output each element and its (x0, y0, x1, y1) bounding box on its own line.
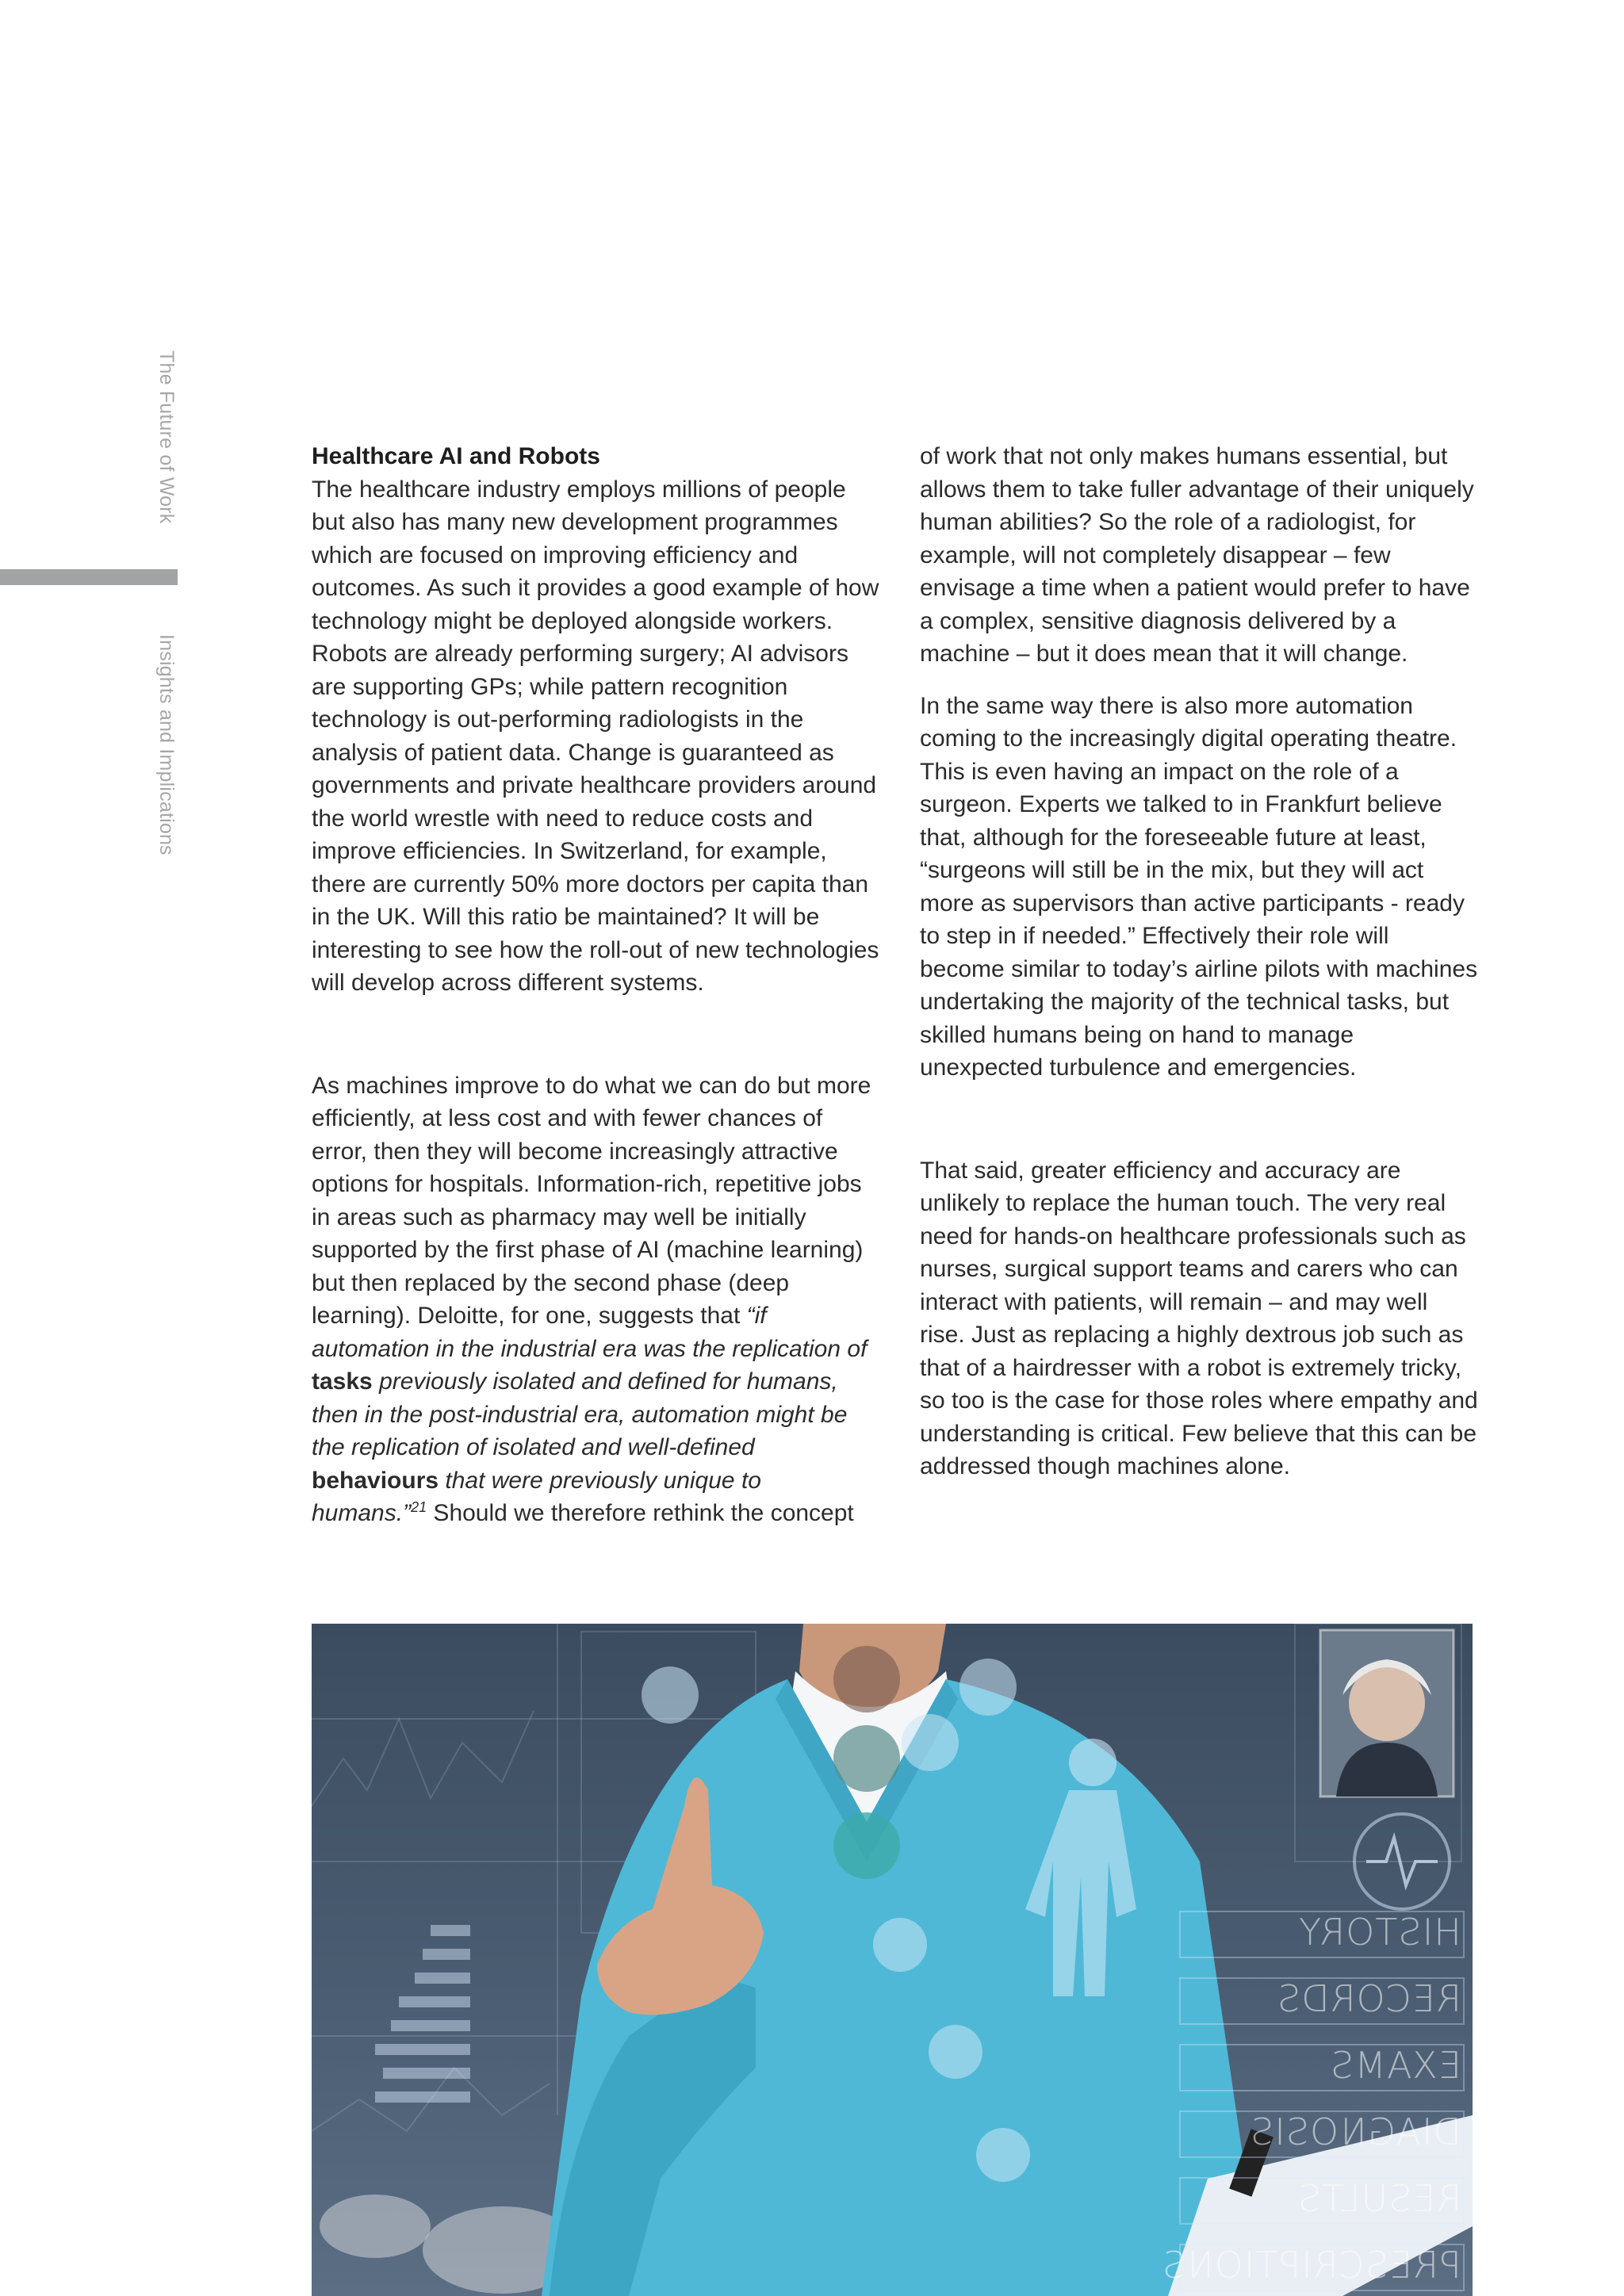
running-title: The Future of Work (155, 350, 178, 524)
paragraph-left-2-end: Should we therefore rethink the concept (427, 1500, 854, 1526)
menu-exams-label: EXAMS (1330, 2044, 1461, 2087)
quote-part-2: previously isolated and defined for humans, then in the post-industrial era, automation might be the replication of isolated and well-defined (312, 1368, 848, 1460)
quote-emphasis-behaviours: behaviours (312, 1467, 439, 1494)
section-title: Insights and Implications (155, 634, 178, 855)
paragraph-right-2: In the same way there is also more automation coming to the increasingly digital operating theatre. This is even having an impact on the role of a surgeon. Experts we talked to in Frankfurt believe that, although for the foreseeable future at least, “surgeons will still be in the mix, but they will act more as supervisors than active participants - ready to step in if needed.” Effectively their role will become similar to today’s airline pilots with machines undertaking the majority of the technical tasks, but skilled humans being on hand to manage unexpected turbulence and emergencies. (920, 692, 1478, 1081)
paragraph-left-2 (312, 1070, 883, 1530)
quote-part-3: that were previously unique to humans.” (312, 1467, 761, 1526)
footnote-ref: 21 (411, 1499, 427, 1515)
paragraph-right-1: of work that not only makes humans essential, but allows them to take fuller advantage of their uniquely human abilities? So the role of a radiologist, for example, will not completely disappear – few envisage a time when a patient would prefer to have a complex, sensitive diagnosis delivered by a machine – but it does mean that it will change. (920, 443, 1474, 667)
article-heading: Healthcare AI and Robots (312, 443, 600, 469)
menu-prescriptions-label: PRESCRIPTIONS (1162, 2244, 1461, 2286)
quote-emphasis-tasks: tasks (312, 1368, 373, 1395)
right-column (920, 440, 1479, 1483)
paragraph-left-2-text: As machines improve to do what we can do but more efficiently, at less cost and with fewer chances of error, then they will become increasingly attractive options for hospitals. Information-rich, repetitive jobs in areas such as pharmacy may well be initially supported by the first phase of AI (machine learning) but then replaced by the second phase (deep learning). Deloitte, for one, suggests that (312, 1072, 871, 1329)
paragraph-right-3: That said, greater efficiency and accuracy are unlikely to replace the human touch. The very real need for hands-on healthcare professionals such as nurses, surgical support teams and carers who can interact with patients, will remain – and may well rise. Just as replacing a highly dextrous job such as that of a hairdresser with a robot is extremely tricky, so too is the case for those roles where empathy and understanding is critical. Few believe that this can be addressed though machines alone. (920, 1157, 1478, 1479)
section-indicator-bar (0, 569, 178, 585)
paragraph-left-1: The healthcare industry employs millions of people but also has many new development programmes which are focused on improving efficiency and outcomes. As such it provides a good example of how technology might be deployed alongside workers. Robots are already performing surgery; AI advisors are supporting GPs; while pattern recognition technology is out-performing radiologists in the analysis of patient data. Change is guaranteed as governments and private healthcare providers around the world wrestle with need to reduce costs and improve efficiencies. In Switzerland, for example, there are currently 50% more doctors per capita than in the UK. Will this ratio be maintained? It will be interesting to see how the roll-out of new technologies will develop across different systems. (312, 476, 879, 996)
menu-results-label: RESULTS (1297, 2177, 1461, 2220)
doctor-touchscreen-photo (312, 1624, 1473, 2296)
menu-history-label: HISTORY (1298, 1911, 1461, 1954)
quote-part-1: “if automation in the industrial era was the replication of (312, 1303, 868, 1362)
left-column (312, 440, 883, 1530)
menu-diagnosis-label: DIAGNOSIS (1250, 2110, 1461, 2153)
menu-records-label: RECORDS (1277, 1977, 1461, 2020)
